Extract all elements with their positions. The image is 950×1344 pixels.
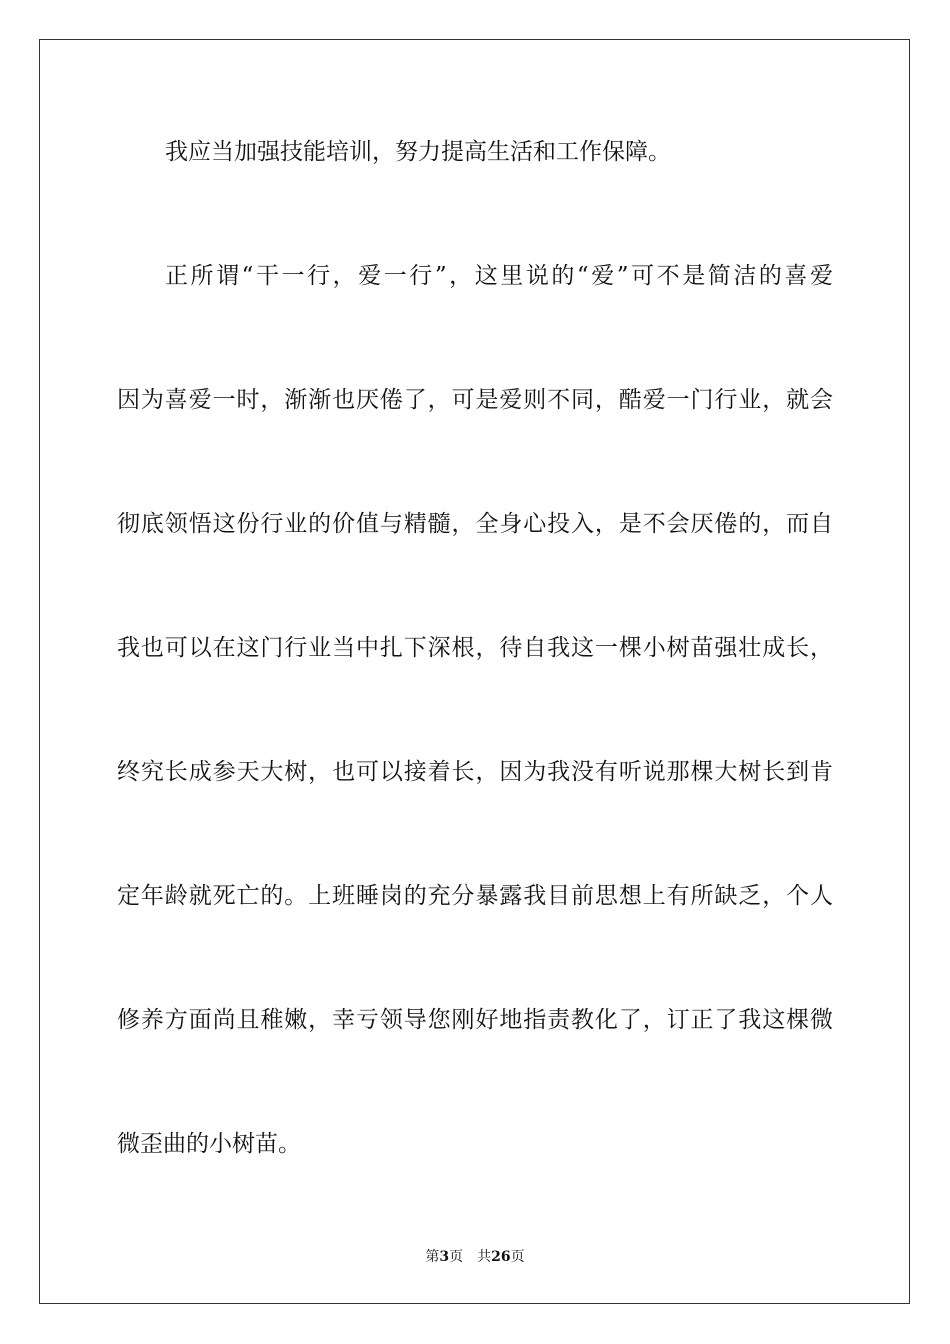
paragraph-2-line-3: 彻底领悟这份行业的价值与精髓，全身心投入，是不会厌倦的，而自 — [117, 511, 833, 537]
paragraph-2-line-8: 微歪曲的小树苗。 — [117, 1131, 301, 1157]
page-footer — [0, 1248, 950, 1266]
page-prefix: 第 — [425, 1249, 440, 1265]
paragraph-2-line-5: 终究长成参天大树，也可以接着长，因为我没有听说那棵大树长到肯 — [117, 759, 833, 785]
paragraph-2-line-2: 因为喜爱一时，渐渐也厌倦了，可是爱则不同，酷爱一门行业，就会 — [117, 387, 833, 413]
paragraph-2-line-7: 修养方面尚且稚嫩，幸亏领导您刚好地指责教化了，订正了我这棵微 — [117, 1007, 833, 1033]
paragraph-2-line-1: 正所谓“干一行，爱一行”，这里说的“爱”可不是简洁的喜爱 — [165, 263, 833, 289]
total-suffix: 页 — [510, 1249, 525, 1265]
page-current: 3 — [439, 1249, 450, 1265]
page-total: 26 — [491, 1249, 511, 1265]
paragraph-2-line-6: 定年龄就死亡的。上班睡岗的充分暴露我目前思想上有所缺乏，个人 — [117, 883, 833, 909]
page-frame — [39, 39, 910, 1304]
total-prefix: 共 — [477, 1249, 492, 1265]
paragraph-2-line-4: 我也可以在这门行业当中扎下深根，待自我这一棵小树苗强壮成长， — [117, 635, 833, 661]
page-suffix: 页 — [449, 1249, 464, 1265]
paragraph-1-line-1: 我应当加强技能培训，努力提高生活和工作保障。 — [165, 139, 671, 165]
